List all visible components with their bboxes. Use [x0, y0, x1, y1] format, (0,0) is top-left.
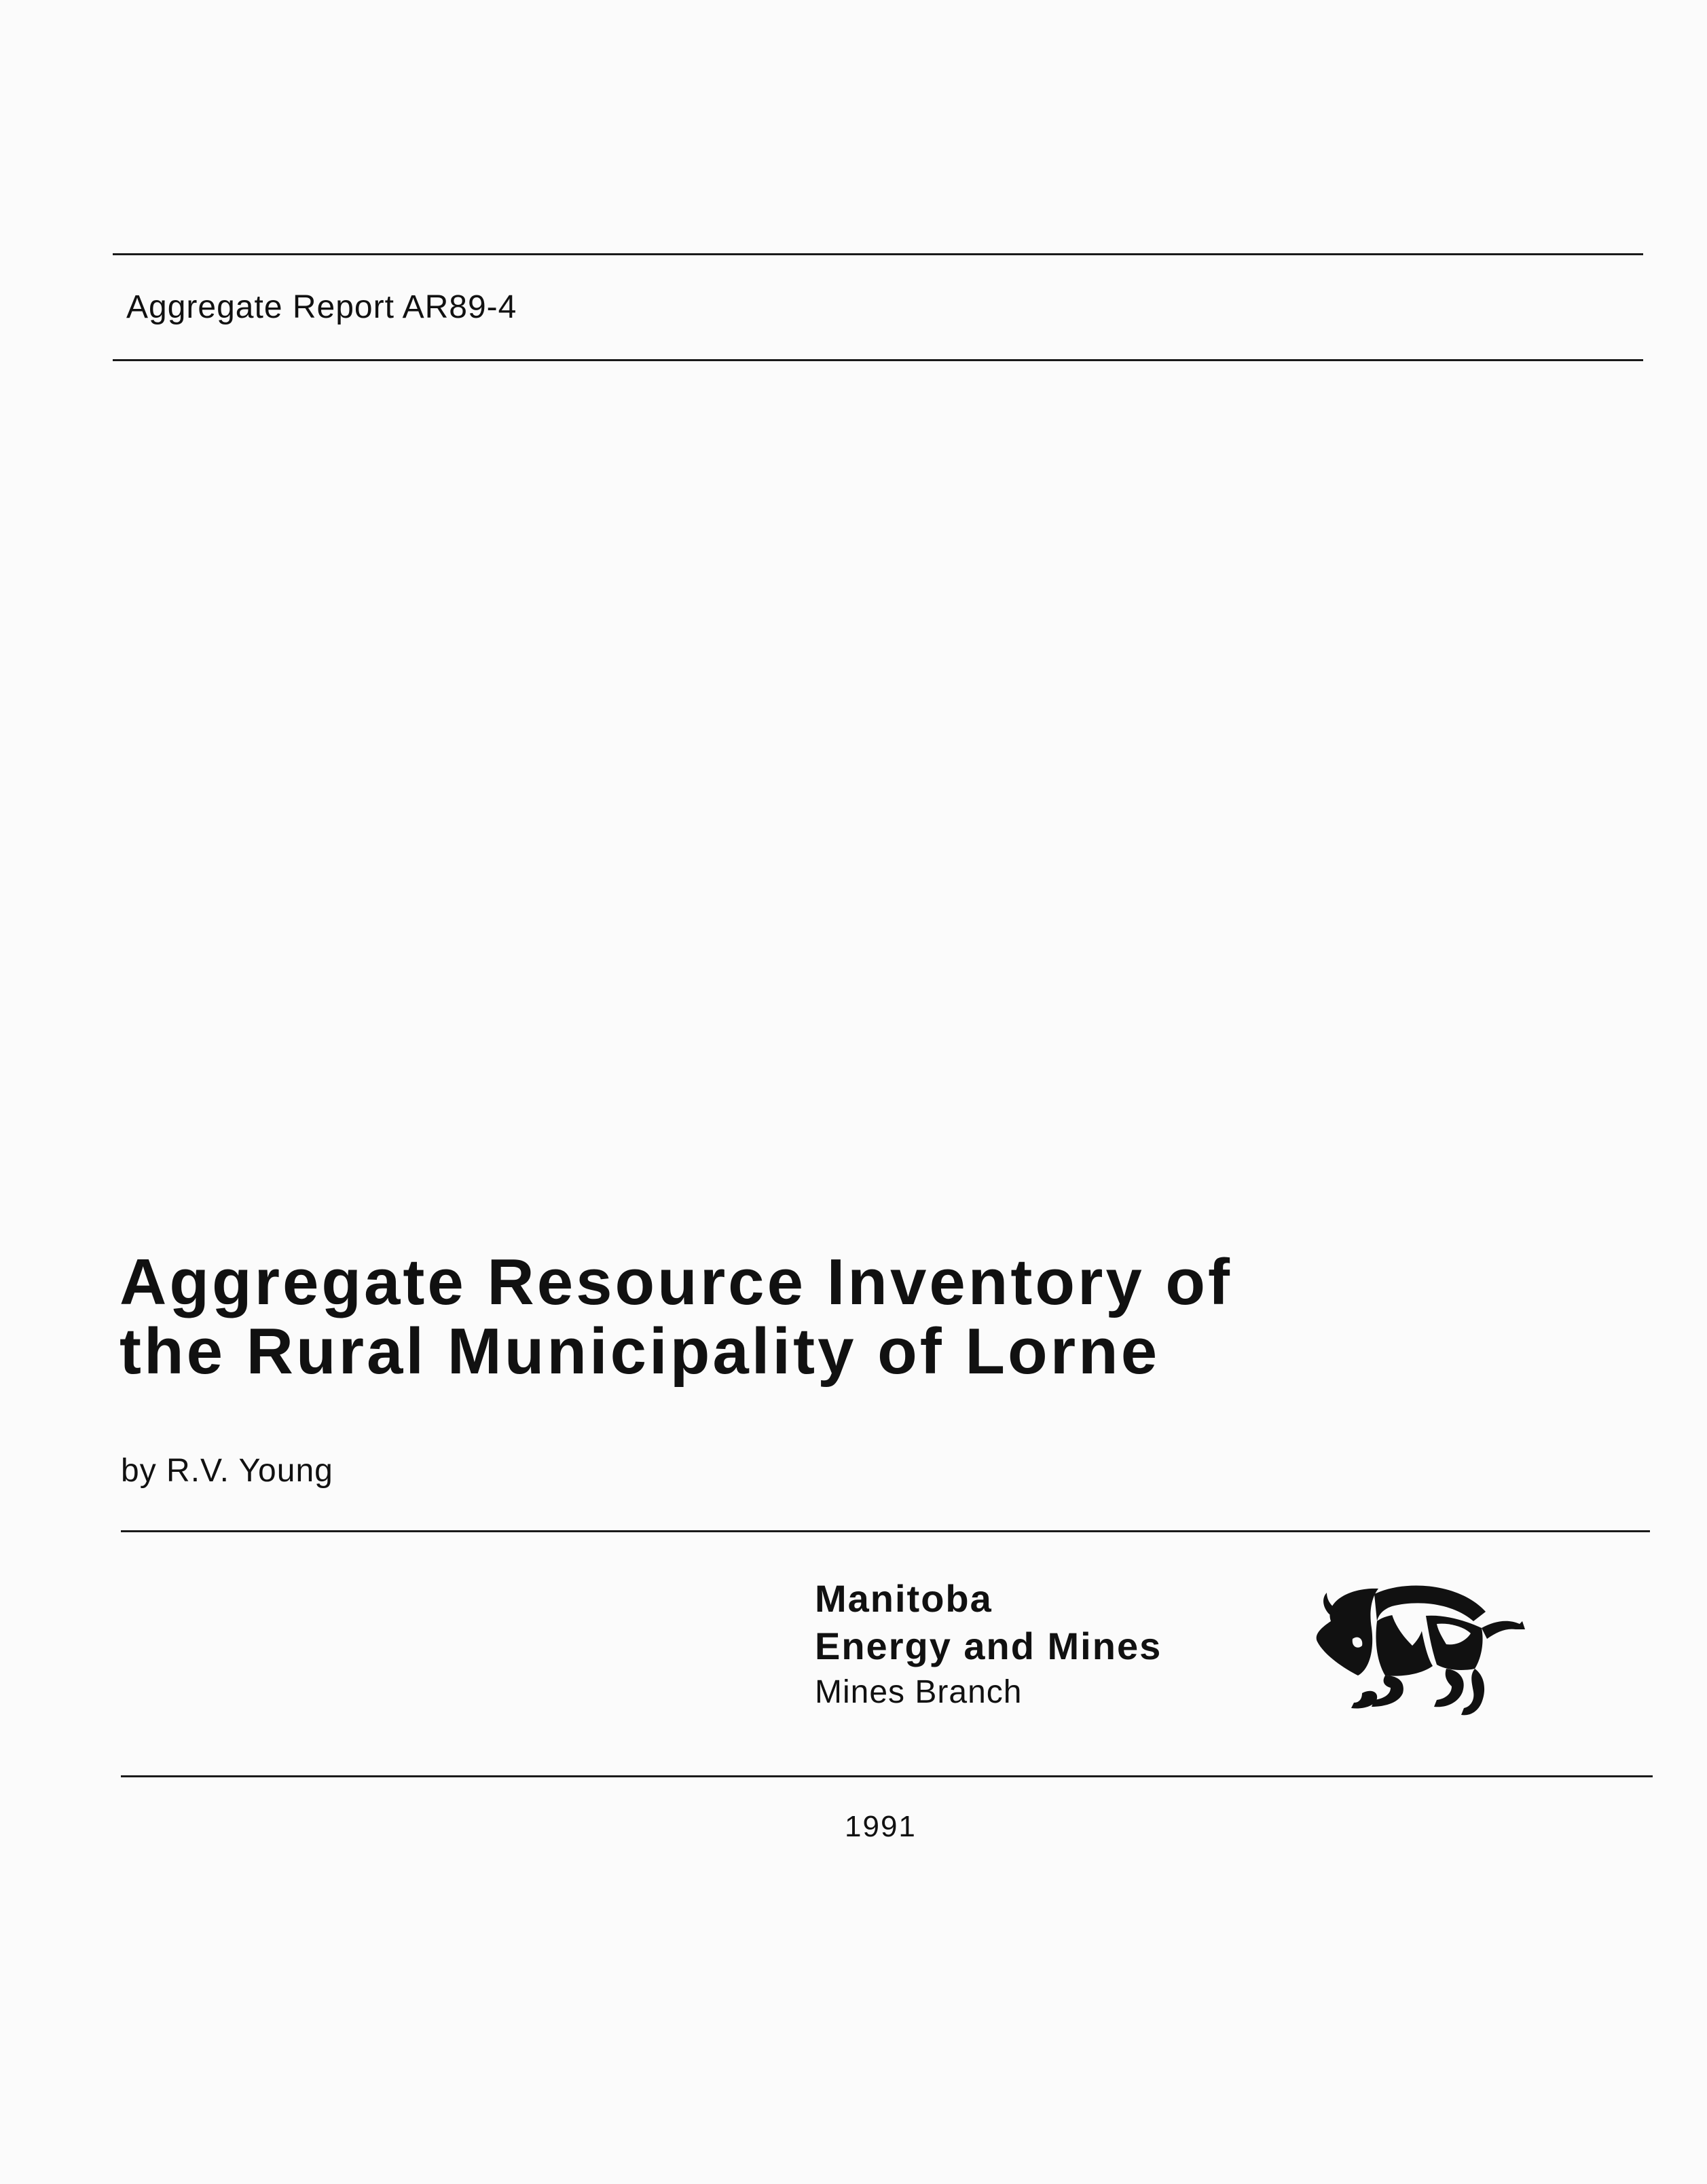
header-bottom-rule: [113, 359, 1643, 361]
bison-icon: [1304, 1574, 1535, 1723]
page-title: [120, 1248, 1232, 1386]
report-number: Aggregate Report AR89-4: [126, 289, 517, 325]
publication-year: 1991: [845, 1810, 917, 1843]
publisher-top-rule: [121, 1530, 1650, 1532]
author-line: by R.V. Young: [121, 1453, 333, 1489]
bottom-rule: [121, 1775, 1653, 1777]
publisher-department: Energy and Mines: [815, 1625, 1162, 1667]
title-line-1: Aggregate Resource Inventory of: [120, 1246, 1232, 1318]
top-rule: [113, 253, 1643, 255]
publisher-province: Manitoba: [815, 1577, 993, 1620]
publisher-block: [815, 1575, 1162, 1715]
title-line-2: the Rural Municipality of Lorne: [120, 1315, 1160, 1388]
publisher-branch: Mines Branch: [815, 1674, 1023, 1710]
